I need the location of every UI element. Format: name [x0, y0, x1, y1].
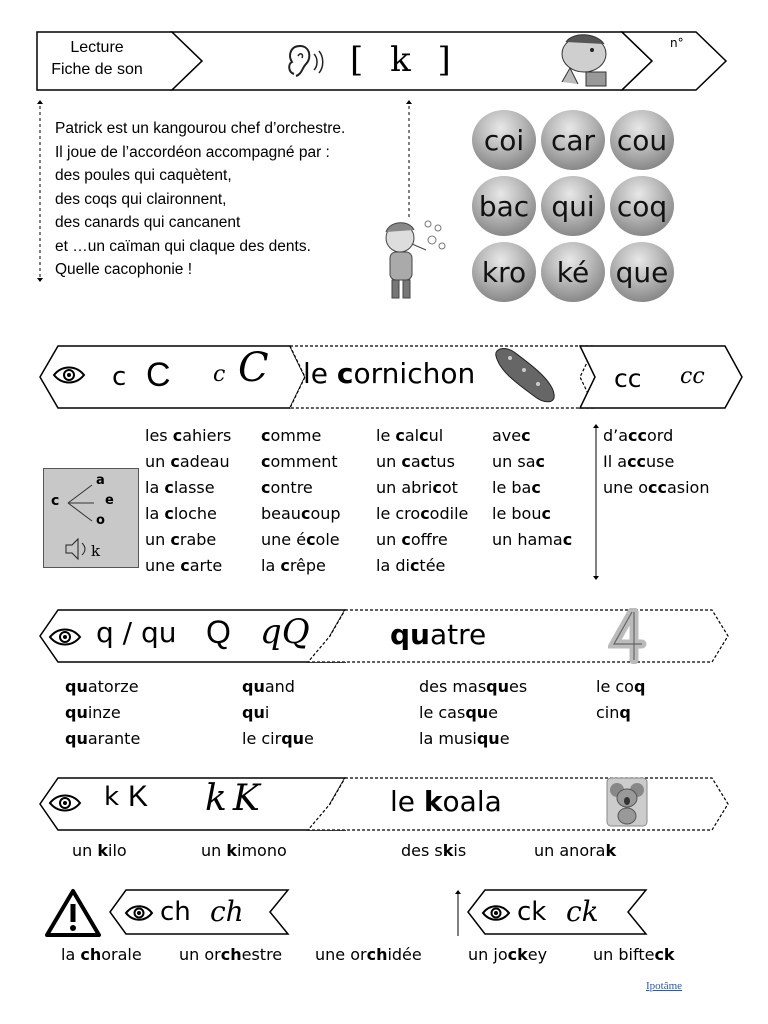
k-print-lower: k: [104, 782, 120, 812]
c-word: la crêpe: [261, 556, 326, 575]
c-cursive-lower: c: [213, 362, 226, 387]
q-word: cinq: [596, 703, 631, 722]
c-print-upper: C: [146, 356, 171, 394]
cc-divider: [588, 424, 604, 584]
gherkin-illustration: [490, 344, 560, 406]
c-word: le bouc: [492, 504, 551, 523]
story-line: des coqs qui claironnent,: [55, 190, 227, 208]
ch-ck-banners: [0, 886, 768, 936]
syllable-ball: coq: [610, 176, 674, 236]
q-word: la musique: [419, 729, 510, 748]
q-key-word: quatre: [390, 618, 487, 651]
q-word-col-2: [242, 674, 314, 752]
ch-word-3: une orchidée: [315, 945, 422, 964]
ck-cursive: ck: [566, 895, 599, 928]
syllable-ball: coi: [472, 110, 536, 170]
k-word-4: un anorak: [534, 841, 617, 860]
k-print-upper: K: [128, 780, 149, 813]
c-word: un abricot: [376, 478, 458, 497]
q-print: q / qu: [96, 616, 177, 649]
syllable-ball: que: [610, 242, 674, 302]
story-line: des poules qui caquètent,: [55, 167, 232, 184]
c-word: un cactus: [376, 452, 455, 471]
eye-icon: [48, 626, 82, 648]
q-print-upper: Q: [206, 614, 231, 650]
c-word: un crabe: [145, 530, 217, 549]
syllable-ball: bac: [472, 176, 536, 236]
q-word: le coq: [596, 677, 646, 696]
k-word-3: des skis: [401, 841, 467, 860]
syllable-grid: [470, 108, 680, 308]
story-text: [55, 117, 345, 282]
ch-cursive: ch: [210, 895, 244, 928]
k-cursive: kK: [205, 778, 266, 819]
header-title: [37, 37, 157, 81]
q-cursive: qQ: [260, 612, 310, 652]
c-word-col-2: [261, 423, 341, 579]
rule-e: e: [105, 493, 114, 508]
c-word: une carte: [145, 556, 223, 575]
eye-icon: [48, 792, 82, 814]
story-line: Quelle cacophonie !: [55, 261, 193, 278]
rule-o: o: [96, 513, 105, 528]
header-title-line2: Fiche de son: [51, 61, 143, 78]
q-word: le casque: [419, 703, 498, 722]
c-word: contre: [261, 478, 313, 497]
c-word: avec: [492, 426, 531, 445]
c-word: un coffre: [376, 530, 448, 549]
k-word-1: un kilo: [72, 841, 127, 860]
eye-icon: [52, 364, 86, 386]
c-word: le calcul: [376, 426, 444, 445]
c-word: la cloche: [145, 504, 217, 523]
q-word-col-1: [65, 674, 140, 752]
rule-sound: k: [91, 542, 101, 560]
q-word-col-4: [596, 674, 645, 726]
k-word-2: un kimono: [201, 841, 287, 860]
number-four-illustration: [608, 608, 648, 664]
c-word: d’accord: [603, 426, 674, 445]
syllable-ball: cou: [610, 110, 674, 170]
c-word: une occasion: [603, 478, 710, 497]
eye-icon: [124, 903, 154, 923]
rule-a: a: [96, 473, 105, 488]
story-line: Il joue de l’accordéon accompagné par :: [55, 143, 330, 161]
c-word: une école: [261, 530, 340, 549]
c-word: un cadeau: [145, 452, 230, 471]
eye-icon: [481, 903, 511, 923]
c-word: la dictée: [376, 556, 446, 575]
ch-word-1: la chorale: [61, 945, 142, 964]
syllable-ball: qui: [541, 176, 605, 236]
ck-word-2: un biftеck: [593, 945, 675, 964]
cc-print: cc: [614, 364, 642, 393]
c-word: la classe: [145, 478, 215, 497]
number-label: n°: [670, 36, 684, 50]
koala-illustration: [605, 776, 649, 828]
c-word: un sac: [492, 452, 545, 471]
c-word: un hamac: [492, 530, 573, 549]
c-word-col-1: [145, 423, 231, 579]
c-word: comme: [261, 426, 322, 445]
sound-symbol: [ k ]: [350, 40, 459, 80]
q-word: des masques: [419, 677, 528, 696]
ch-word-2: un orchestre: [179, 945, 283, 964]
q-word: qui: [242, 703, 270, 722]
c-print-lower: c: [112, 362, 127, 392]
ck-print: ck: [517, 897, 547, 927]
c-rule-box: [43, 468, 139, 568]
q-word: le cirque: [242, 729, 314, 748]
story-line: des canards qui cancanent: [55, 214, 241, 231]
c-word-col-3: [376, 423, 468, 579]
cc-word-col: [603, 423, 709, 501]
q-word: quarante: [65, 729, 141, 748]
c-word: beaucoup: [261, 504, 341, 523]
q-word: quinze: [65, 703, 121, 722]
syllable-ball: kro: [472, 242, 536, 302]
boy-blowing-bubbles-illustration: [380, 218, 450, 308]
q-word-col-3: [419, 674, 527, 752]
ck-word-1: un jockey: [468, 945, 548, 964]
c-word-col-4: [492, 423, 572, 553]
c-word: le crocodile: [376, 504, 469, 523]
header-title-line1: Lecture: [70, 39, 124, 56]
k-key-word: le koala: [390, 785, 502, 818]
c-word: les cahiers: [145, 426, 232, 445]
c-word: comment: [261, 452, 338, 471]
q-word: quand: [242, 677, 295, 696]
syllable-ball: ké: [541, 242, 605, 302]
ch-print: ch: [160, 897, 191, 927]
cc-cursive: cc: [680, 364, 705, 389]
c-cursive-upper: C: [238, 345, 269, 391]
rule-c: c: [51, 493, 60, 509]
syllable-ball: car: [541, 110, 605, 170]
c-word: le bac: [492, 478, 541, 497]
q-word: quatorze: [65, 677, 139, 696]
c-word: Il accuse: [603, 452, 675, 471]
credit-link[interactable]: Ipotâme: [646, 980, 683, 992]
c-key-word: le cornichon: [303, 357, 476, 390]
story-line: Patrick est un kangourou chef d’orchestre.: [55, 120, 346, 137]
story-line: et …un caïman qui claque des dents.: [55, 237, 311, 255]
